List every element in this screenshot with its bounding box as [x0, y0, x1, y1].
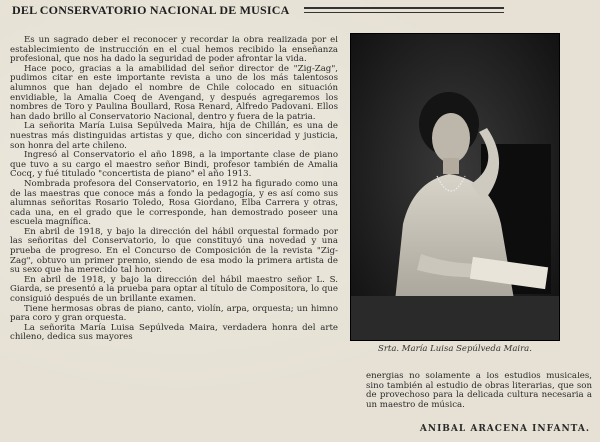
article-paragraph: En abril de 1918, y bajo la dirección del hábil orquestal formado por las señoritas del Conservatorio, lo que constituyó una novedad y una prueba de progreso. En el Concurso de Composición de la revista "Zig-Zag", obtuvo un primer premio, siendo de esa modo la primera artista de su sexo que ha merecido tal honor. — [10, 226, 338, 276]
article-paragraph: La señorita María Luisa Sepúlveda Maira, verdadera honra del arte chileno, dedica sus mayores — [10, 322, 338, 343]
author-signature: ANIBAL ARACENA INFANTA. — [419, 424, 590, 434]
article-paragraph: Hace poco, gracias a la amabilidad del señor director de "Zig-Zag", pudimos citar en este importante revista a uno de los más talentosos alumnos que han dejado el nombre de Chile colocado en situación envidiable, la Amalia Coeq de Avengand, y después agregaremos los nombres de Toro y Paulina Boullard, Rosa Renard, Alfredo Padovani. Ellos han dado brillo al Conservatorio Nacional, dentro y fuera de la patria. — [10, 63, 338, 122]
page-header — [6, 2, 594, 18]
article-paragraph: Es un sagrado deber el reconocer y recordar la obra realizada por el establecimiento de instrucción en el cual hemos recibido la enseñanza profesional, que nos ha dado la seguridad de poder afrontar la vida. — [10, 36, 338, 65]
portrait-photo — [350, 33, 560, 341]
article-paragraph: La señorita María Luisa Sepúlveda Maira, hija de Chillán, es una de nuestras más distinguidas artistas y que, dicho con sinceridad y justicia, son honra del arte chileno. — [10, 121, 338, 151]
article-paragraph: Ingresó al Conservatorio el año 1898, a la importante clase de piano que tuvo a su cargo el maestro señor Bindi, profesor también de Amalia Cocq, y fué titulado "concertista de piano" el año 1913. — [10, 150, 338, 180]
article-paragraph: Nombrada profesora del Conservatorio, en 1912 ha figurado como una de las maestras que conoce más a fondo la pedagogía, y es así como sus alumnas señoritas Rosario Toledo, Rosa Giordano, Elba Carrera y otras, cada una, en el grado que le corresponde, han demostrado poseer una escuela magnífica. — [10, 178, 338, 228]
section-title: DEL CONSERVATORIO NACIONAL DE MUSICA — [12, 2, 290, 17]
article-paragraph: Tiene hermosas obras de piano, canto, violín, arpa, orquesta; un himno para coro y gran orquesta. — [10, 303, 338, 324]
photo-caption: Srta. María Luisa Sepúlveda Maira. — [378, 344, 532, 354]
portrait-image — [351, 34, 559, 340]
article-paragraph: En abril de 1918, y bajo la dirección del hábil maestro señor L. S. Giarda, se presentó a la prueba para optar al título de Compositora, lo que consiguió después de un brillante examen. — [10, 274, 338, 305]
header-rule — [304, 7, 505, 13]
article-left-column — [10, 36, 338, 440]
article-right-column: energías no solamente a los estudios musicales, sino también al estudio de obras literarias, que son de provechoso para la delicada cultura necesaria a un maestro de música. — [366, 372, 592, 410]
